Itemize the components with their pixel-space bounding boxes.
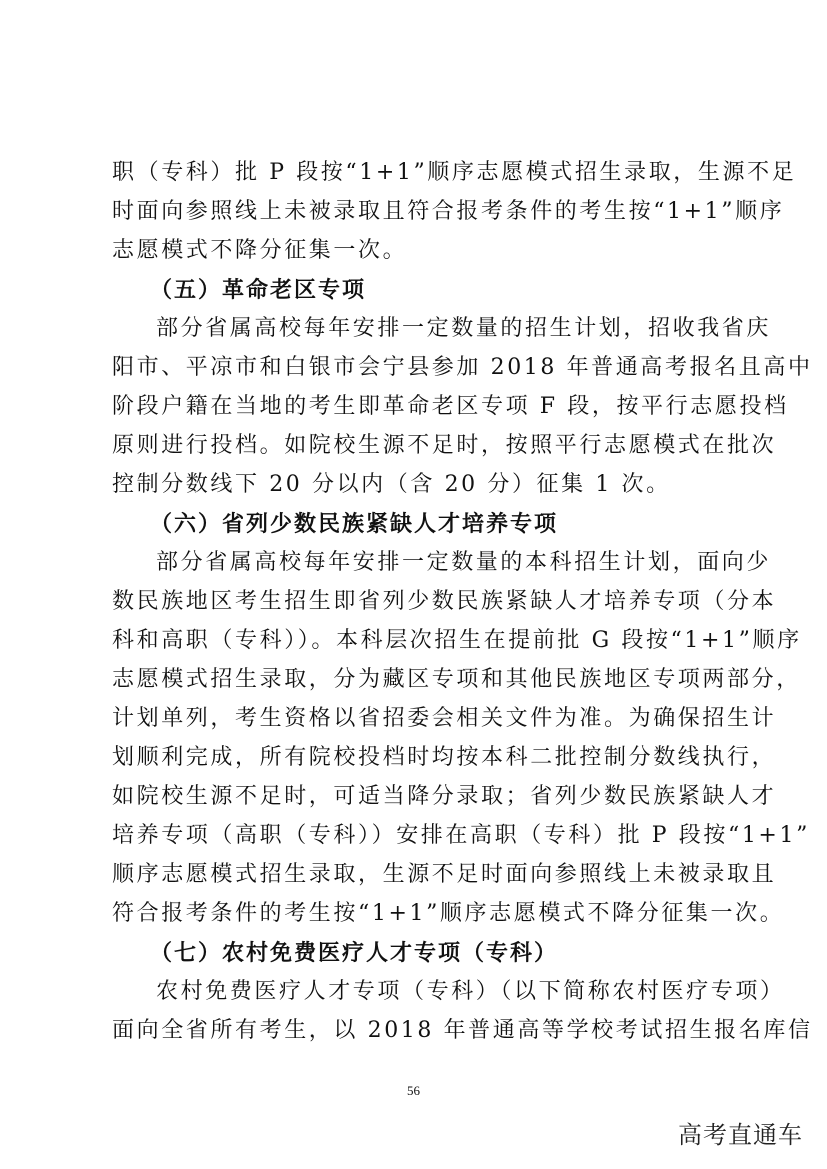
body-line: 农村免费医疗人才专项（专科）（以下简称农村医疗专项） <box>156 979 785 1004</box>
watermark-text: 高考直通车 <box>678 1121 803 1149</box>
body-line: 志愿模式招生录取，分为藏区专项和其他民族地区专项两部分， <box>112 667 801 692</box>
section-heading: （六）省列少数民族紧缺人才培养专项 <box>150 511 559 537</box>
section-heading: （七）农村免费医疗人才专项（专科） <box>150 940 559 966</box>
body-line: 部分省属高校每年安排一定数量的招生计划，招收我省庆 <box>156 316 772 341</box>
body-line: 阳市、平凉市和白银市会宁县参加 2018 年普通高考报名且高中 <box>112 355 813 380</box>
body-line: 如院校生源不足时，可适当降分录取；省列少数民族紧缺人才 <box>112 784 777 809</box>
body-line: 职（专科）批 P 段按“1+1”顺序志愿模式招生录取，生源不足 <box>112 160 797 185</box>
body-line: 志愿模式不降分征集一次。 <box>112 238 408 263</box>
body-line: 顺序志愿模式招生录取，生源不足时面向参照线上未被录取且 <box>112 862 777 887</box>
body-line: 划顺利完成，所有院校投档时均按本科二批控制分数线执行， <box>112 745 777 770</box>
body-line: 科和高职（专科））。本科层次招生在提前批 G 段按“1+1”顺序 <box>112 628 802 653</box>
body-line: 面向全省所有考生，以 2018 年普通高等学校考试招生报名库信 <box>112 1018 813 1043</box>
body-line: 符合报考条件的考生按“1+1”顺序志愿模式不降分征集一次。 <box>112 901 785 926</box>
section-heading: （五）革命老区专项 <box>150 277 367 303</box>
body-line: 原则进行投档。如院校生源不足时，按照平行志愿模式在批次 <box>112 433 777 458</box>
body-line: 阶段户籍在当地的考生即革命老区专项 F 段，按平行志愿投档 <box>112 394 789 419</box>
body-line: 部分省属高校每年安排一定数量的本科招生计划，面向少 <box>156 550 772 575</box>
body-line: 培养专项（高职（专科））安排在高职（专科）批 P 段按“1+1” <box>112 823 810 848</box>
body-line: 时面向参照线上未被录取且符合报考条件的考生按“1+1”顺序 <box>112 199 785 224</box>
page-number: 56 <box>407 1083 420 1098</box>
body-line: 数民族地区考生招生即省列少数民族紧缺人才培养专项（分本 <box>112 589 777 614</box>
body-line: 控制分数线下 20 分以内（含 20 分）征集 1 次。 <box>112 472 671 497</box>
body-line: 计划单列，考生资格以省招委会相关文件为准。为确保招生计 <box>112 706 777 731</box>
